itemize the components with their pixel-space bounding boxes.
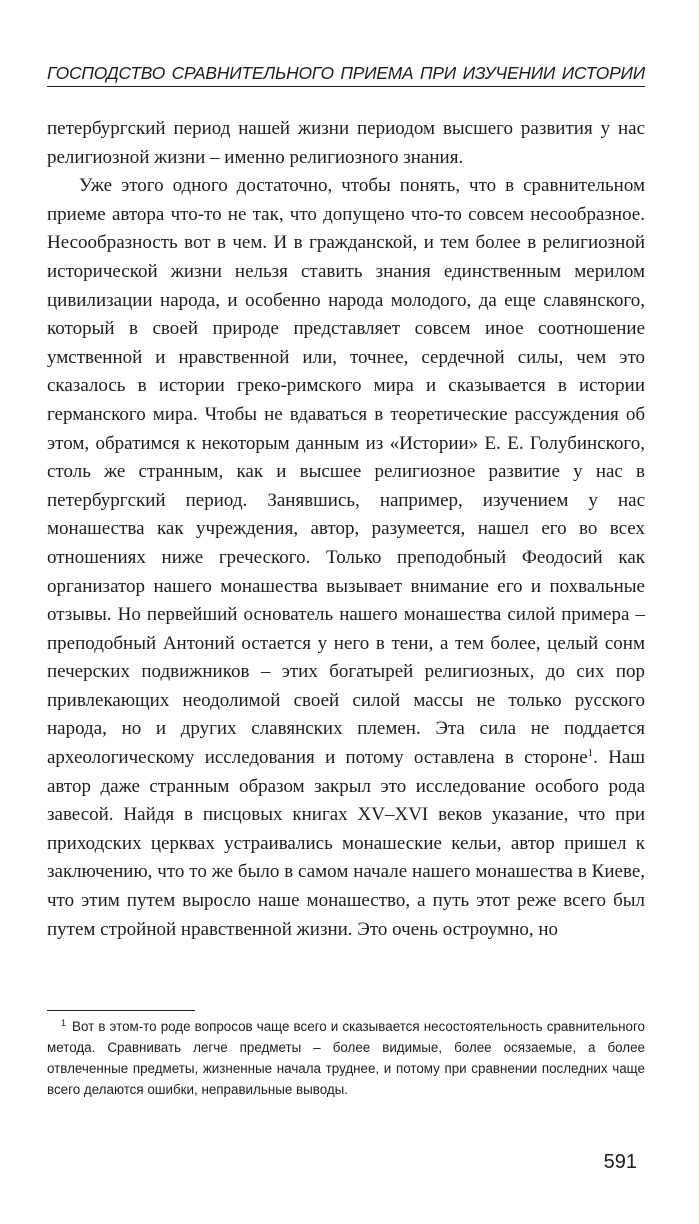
footnote-mark: 1 bbox=[61, 1018, 67, 1028]
paragraph-text-part-2: . Наш автор даже странным образом закрыл это исследование особого рода завесой. Найдя в писцовых книгах XV–XVI веков указание, что при приходских церквах устраивались монашеские кельи, автор пришел к заключению, что то же было в самом начале нашего монашества в Киеве, что этим путем выросло наше монашество, а путь этот реже всего был путем стройной нравственной жизни. Это очень остроумно, но bbox=[47, 747, 645, 940]
footnote-text: Вот в этом-то роде вопросов чаще всего и сказывается несостоятельность сравнительного метода. Сравнивать легче предметы – более видимые, более осязаемые, а более отвлеченные предметы, жизненные начала труднее, и потому при сравнении последних чаще всего делаются ошибки, неправильные выводы. bbox=[47, 1019, 645, 1097]
footnote-rule bbox=[47, 1010, 195, 1011]
footnote bbox=[47, 1016, 645, 1100]
paragraph-continuation: петербургский период нашей жизни периодом высшего развития у нас религиозной жизни – именно религиозного знания. bbox=[47, 118, 645, 168]
page-number: 591 bbox=[603, 1151, 637, 1173]
running-head: ГОСПОДСТВО СРАВНИТЕЛЬНОГО ПРИЕМА ПРИ ИЗУЧЕНИИ ИСТОРИИ bbox=[47, 63, 645, 83]
paragraph bbox=[47, 172, 645, 944]
paragraph-text-part-1: Уже этого одного достаточно, чтобы понять, что в сравнительном приеме автора что-то не так, что допущено что-то совсем несообразное. Несообразность вот в чем. И в гражданской, и тем более в религиозной исторической жизни нельзя ставить знания единственным мерилом цивилизации народа, и особенно народа молодого, да еще славянского, который в своей природе представляет совсем иное соотношение умственной и нравственной или, точнее, сердечной силы, чем это сказалось в истории греко-римского мира и сказывается в истории германского мира. Чтобы не вдаваться в теоретические рассуждения об этом, обратимся к некоторым данным из «Истории» Е. Е. Голубинского, столь же странным, как и высшее религиозное развитие у нас в петербургский период. Занявшись, например, изучением у нас монашества как учреждения, автор, разумеется, нашел его во всех отношениях ниже греческого. Только преподобный Феодосий как организатор нашего монашества вызывает внимание его и похвальные отзывы. Но первейший основатель нашего монашества силой примера – преподобный Антоний остается у него в тени, а тем более, целый сонм печерских подвижников – этих богатырей религиозных, до сих пор привлекающих неодолимой своей силой массы не только русского народа, но и других славянских племен. Эта сила не поддается археологическому исследования и потому оставлена в стороне bbox=[47, 175, 645, 769]
main-text bbox=[47, 115, 645, 944]
header-rule bbox=[47, 86, 645, 87]
footnote-reference: 1 bbox=[587, 747, 594, 760]
